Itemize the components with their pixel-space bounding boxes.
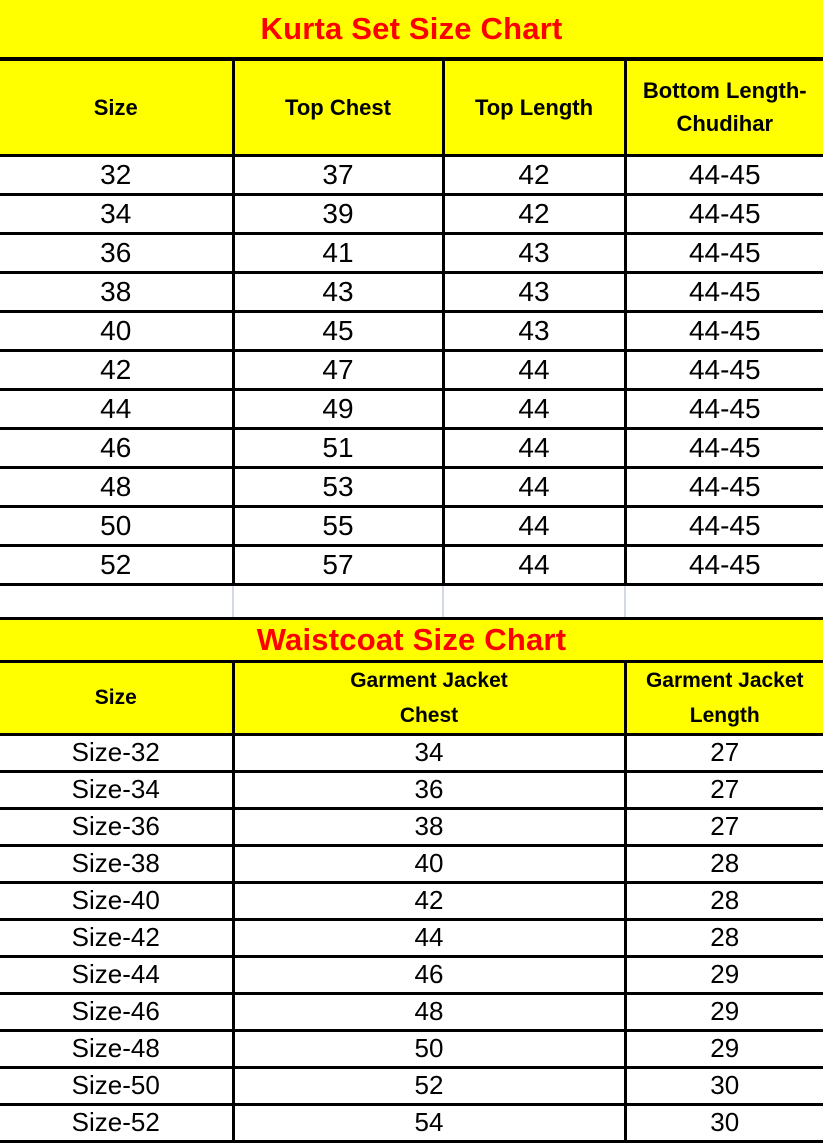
faint-gridline: [232, 586, 234, 617]
table-row: [0, 845, 823, 882]
table-row: [0, 808, 823, 845]
table-cell: 44: [443, 389, 625, 428]
table-cell: 44: [443, 428, 625, 467]
table-cell: 44-45: [625, 467, 823, 506]
table-cell: Size-40: [0, 882, 233, 919]
table-row: [0, 155, 823, 194]
table-row: [0, 194, 823, 233]
table-cell: 44-45: [625, 389, 823, 428]
table-cell: 42: [443, 155, 625, 194]
table-cell: 44: [443, 350, 625, 389]
faint-gridline: [442, 586, 444, 617]
table-cell: 47: [233, 350, 443, 389]
table-cell: 44: [0, 389, 233, 428]
waistcoat-col-header-size: [0, 663, 233, 735]
table-cell: 44: [443, 545, 625, 584]
table-cell: 49: [233, 389, 443, 428]
header-text-line: Bottom Length-: [627, 74, 823, 107]
table-cell: Size-42: [0, 919, 233, 956]
table-cell: 28: [625, 882, 823, 919]
table-row: [0, 1067, 823, 1104]
table-cell: 42: [443, 194, 625, 233]
waistcoat-col-header-garment-jacket-chest: [233, 663, 625, 735]
table-cell: Size-44: [0, 956, 233, 993]
table-cell: 40: [233, 845, 625, 882]
table-row: [0, 956, 823, 993]
table-cell: 34: [0, 194, 233, 233]
table-cell: 29: [625, 956, 823, 993]
faint-gridline: [624, 586, 626, 617]
table-cell: 44-45: [625, 155, 823, 194]
table-cell: 43: [443, 272, 625, 311]
table-cell: 46: [233, 956, 625, 993]
table-row: [0, 771, 823, 808]
kurta-header-row: [0, 61, 823, 155]
spreadsheet-empty-row: [0, 586, 823, 617]
table-cell: 43: [233, 272, 443, 311]
table-cell: 46: [0, 428, 233, 467]
waistcoat-table-body: [0, 734, 823, 1141]
table-cell: Size-48: [0, 1030, 233, 1067]
table-row: [0, 428, 823, 467]
table-cell: 28: [625, 845, 823, 882]
waistcoat-header-row: [0, 663, 823, 735]
table-row: [0, 467, 823, 506]
header-text-line: Garment Jacket: [235, 663, 624, 698]
table-row: [0, 311, 823, 350]
table-cell: 44-45: [625, 194, 823, 233]
table-cell: 44-45: [625, 350, 823, 389]
table-cell: 44-45: [625, 506, 823, 545]
table-row: [0, 350, 823, 389]
table-row: [0, 1104, 823, 1141]
table-cell: 42: [233, 882, 625, 919]
header-text-line: Chudihar: [627, 107, 823, 140]
header-text-line: Garment Jacket: [627, 663, 823, 698]
table-cell: 44-45: [625, 233, 823, 272]
waistcoat-col-header-garment-jacket-length: [625, 663, 823, 735]
table-cell: 30: [625, 1104, 823, 1141]
table-cell: 39: [233, 194, 443, 233]
table-cell: 48: [0, 467, 233, 506]
table-cell: 40: [0, 311, 233, 350]
table-cell: 32: [0, 155, 233, 194]
table-cell: 50: [0, 506, 233, 545]
kurta-col-header-size: [0, 61, 233, 155]
kurta-col-header-bottom-length-chudihar: [625, 61, 823, 155]
table-row: [0, 272, 823, 311]
kurta-chart-title: Kurta Set Size Chart: [0, 0, 823, 61]
table-cell: 44: [443, 506, 625, 545]
table-cell: Size-52: [0, 1104, 233, 1141]
table-cell: 27: [625, 808, 823, 845]
table-cell: 36: [233, 771, 625, 808]
table-row: [0, 734, 823, 771]
table-cell: 44-45: [625, 272, 823, 311]
table-cell: Size-36: [0, 808, 233, 845]
table-cell: 38: [0, 272, 233, 311]
table-cell: Size-34: [0, 771, 233, 808]
header-text-line: Chest: [235, 698, 624, 733]
table-row: [0, 506, 823, 545]
header-text-line: Size: [0, 91, 232, 124]
table-row: [0, 233, 823, 272]
table-row: [0, 1030, 823, 1067]
header-text-line: Length: [627, 698, 823, 733]
table-cell: 30: [625, 1067, 823, 1104]
kurta-col-header-top-length: [443, 61, 625, 155]
table-cell: 27: [625, 771, 823, 808]
table-row: [0, 919, 823, 956]
table-row: [0, 882, 823, 919]
table-cell: 52: [0, 545, 233, 584]
table-row: [0, 545, 823, 584]
header-text-line: Top Chest: [235, 91, 442, 124]
table-cell: 44: [443, 467, 625, 506]
table-cell: 29: [625, 993, 823, 1030]
table-cell: 38: [233, 808, 625, 845]
table-cell: 51: [233, 428, 443, 467]
table-cell: 50: [233, 1030, 625, 1067]
table-cell: 29: [625, 1030, 823, 1067]
table-cell: 37: [233, 155, 443, 194]
table-cell: 53: [233, 467, 443, 506]
table-cell: Size-46: [0, 993, 233, 1030]
table-cell: 42: [0, 350, 233, 389]
table-cell: Size-32: [0, 734, 233, 771]
kurta-size-table: [0, 61, 823, 586]
table-cell: 34: [233, 734, 625, 771]
waistcoat-size-table: [0, 663, 823, 1143]
table-cell: 28: [625, 919, 823, 956]
table-cell: 48: [233, 993, 625, 1030]
table-cell: 43: [443, 233, 625, 272]
table-cell: 36: [0, 233, 233, 272]
table-cell: 27: [625, 734, 823, 771]
kurta-col-header-top-chest: [233, 61, 443, 155]
table-cell: 45: [233, 311, 443, 350]
table-cell: 57: [233, 545, 443, 584]
waistcoat-chart-title: Waistcoat Size Chart: [0, 617, 823, 663]
table-cell: 52: [233, 1067, 625, 1104]
table-cell: 44-45: [625, 545, 823, 584]
table-cell: 43: [443, 311, 625, 350]
table-cell: Size-38: [0, 845, 233, 882]
table-cell: 44-45: [625, 311, 823, 350]
table-row: [0, 993, 823, 1030]
table-row: [0, 389, 823, 428]
header-text-line: Size: [0, 680, 232, 715]
table-cell: 55: [233, 506, 443, 545]
table-cell: 44-45: [625, 428, 823, 467]
table-cell: 44: [233, 919, 625, 956]
table-cell: 41: [233, 233, 443, 272]
kurta-table-body: [0, 155, 823, 584]
header-text-line: Top Length: [445, 91, 624, 124]
table-cell: 54: [233, 1104, 625, 1141]
table-cell: Size-50: [0, 1067, 233, 1104]
